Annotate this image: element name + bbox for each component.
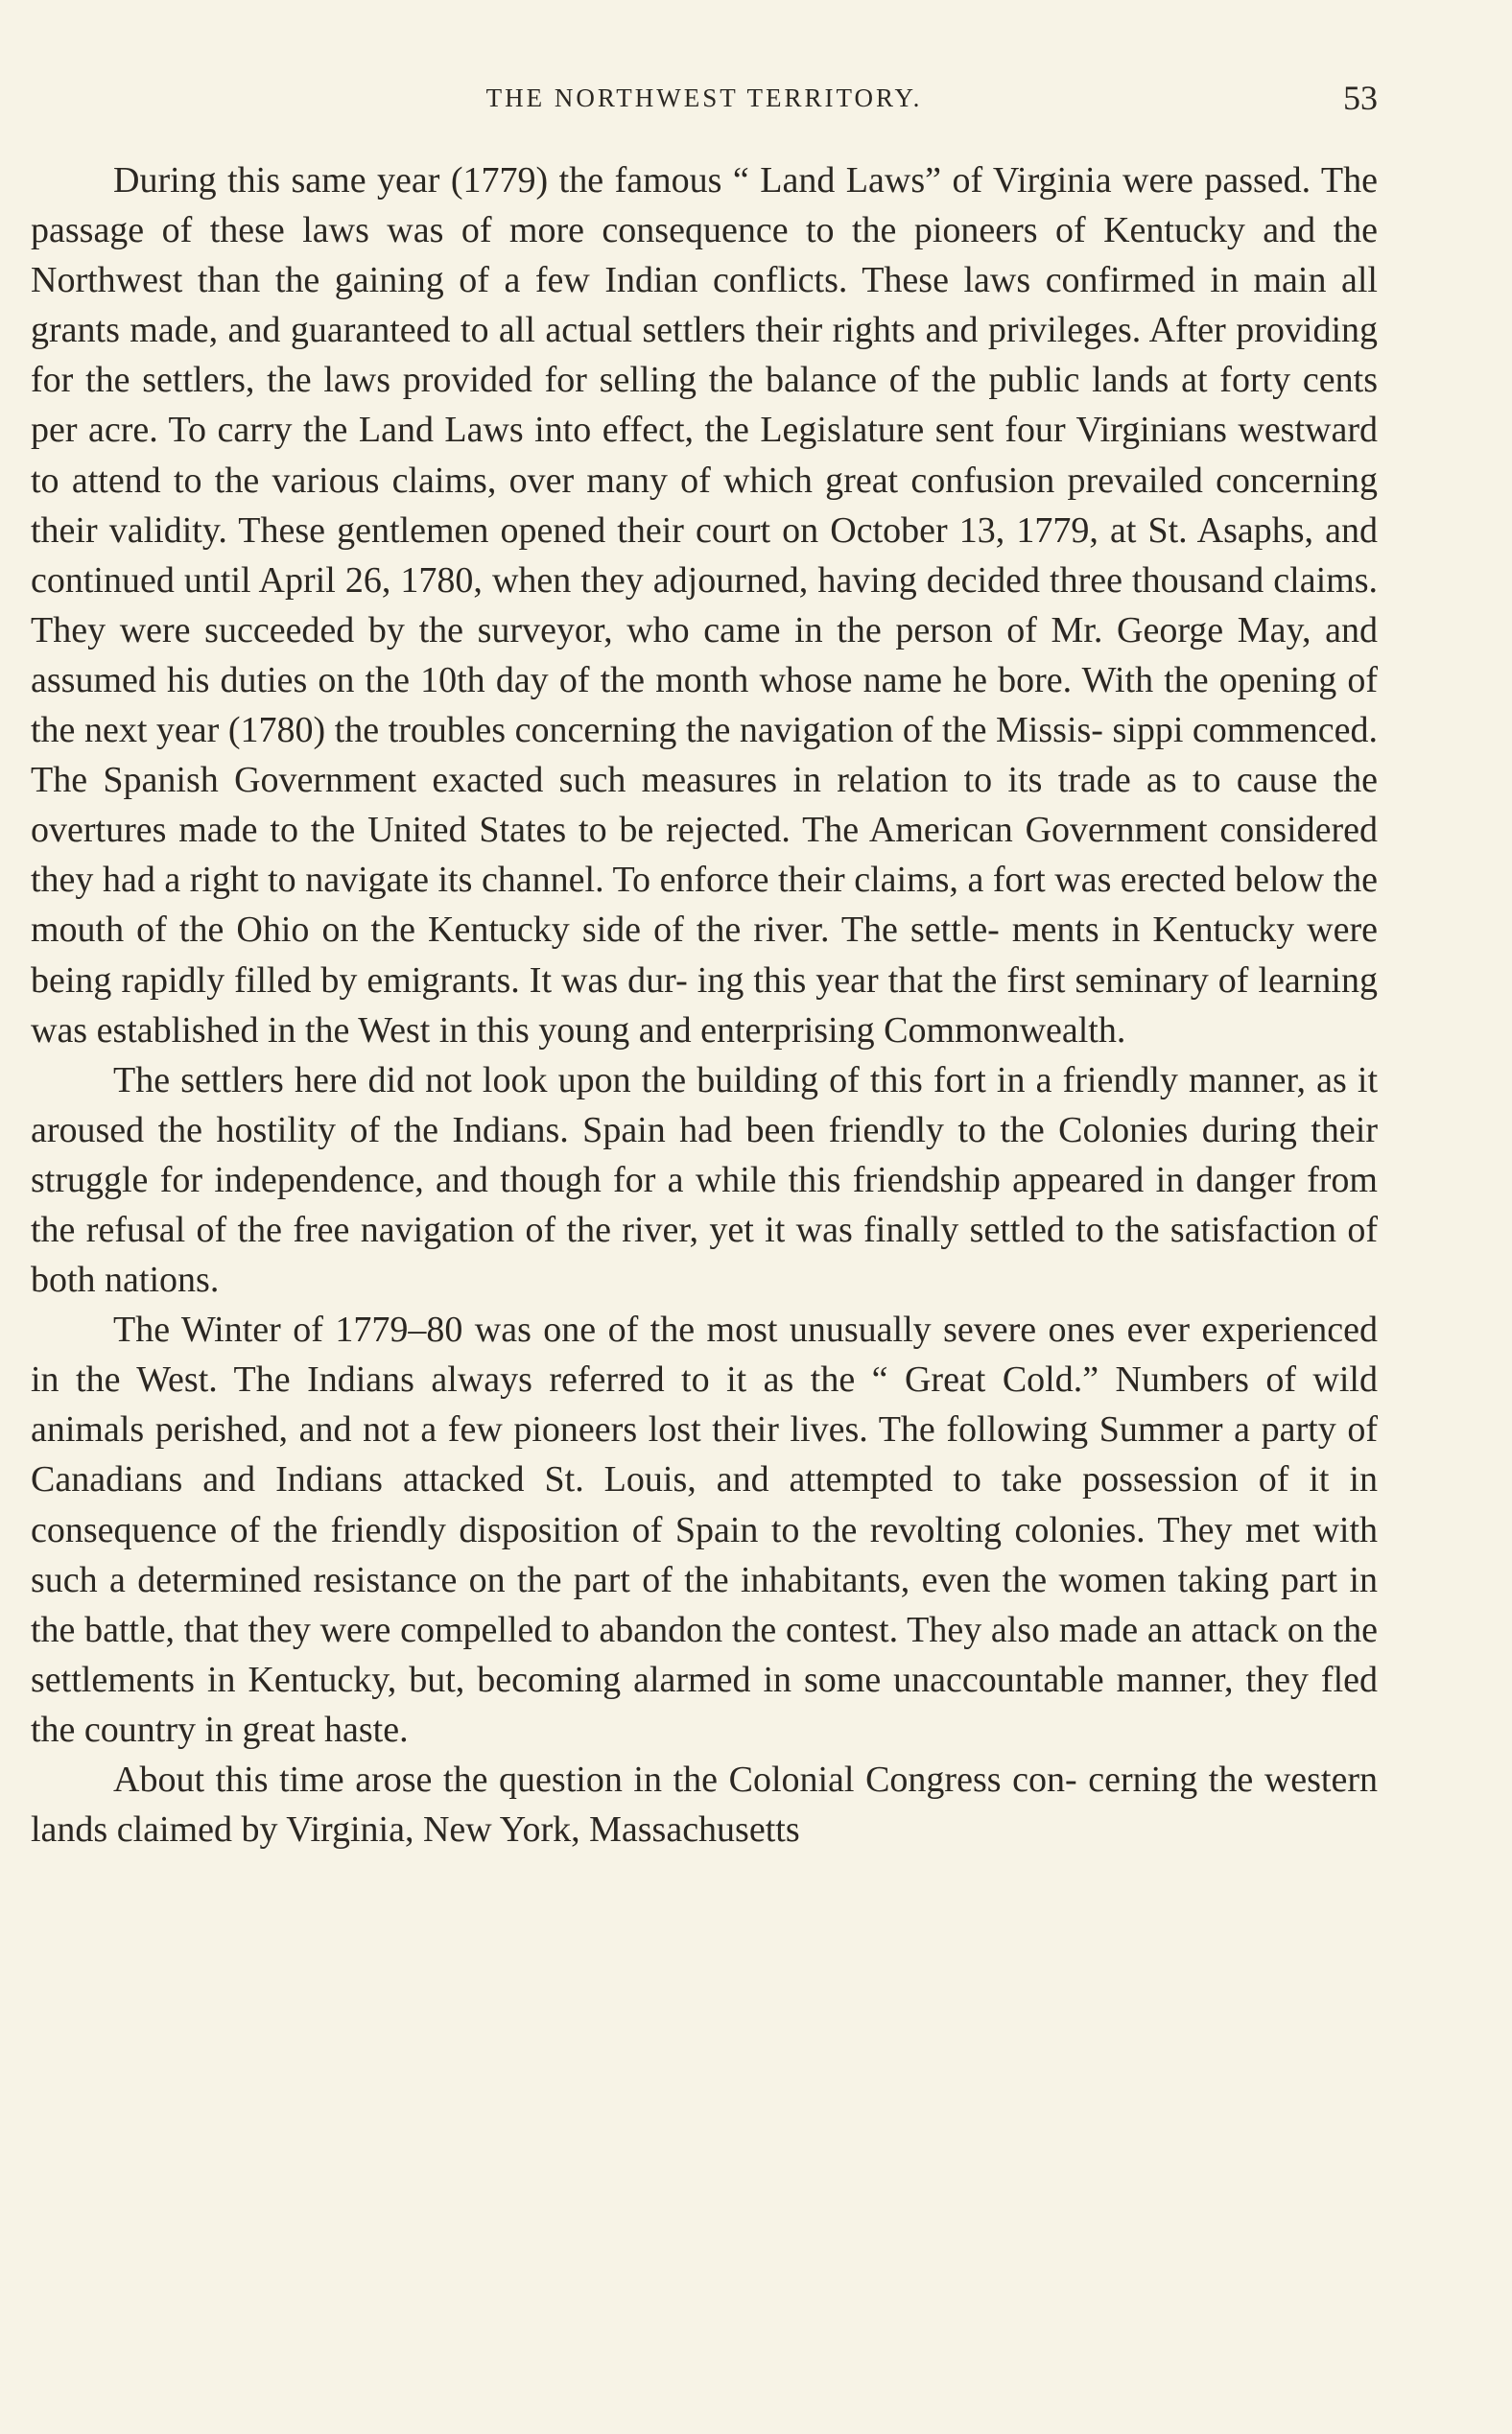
running-title: THE NORTHWEST TERRITORY. <box>485 83 923 112</box>
paragraph: During this same year (1779) the famous “ Land Laws” of Virginia were passed. The passage of these laws was of more consequence to the pioneers of Kentucky and the Northwest than the gaining of a few Indian conflicts. These laws confirmed in main all grants made, and guaranteed to all actual settlers their rights and privileges. After providing for the settlers, the laws provided for selling the balance of the public lands at forty cents per acre. To carry the Land Laws into effect, the Legislature sent four Virginians westward to attend to the various claims, over many of which great confusion prevailed concerning their validity. These gentlemen opened their court on October 13, 1779, at St. Asaphs, and continued until April 26, 1780, when they adjourned, having decided three thousand claims. They were succeeded by the surveyor, who came in the person of Mr. George May, and assumed his duties on the 10th day of the month whose name he bore. With the opening of the next year (1780) the troubles concerning the navigation of the Missis- sippi commenced. The Spanish Government exacted such measures in relation to its trade as to cause the overtures made to the United States to be rejected. The American Government considered they had a right to navigate its channel. To enforce their claims, a fort was erected below the mouth of the Ohio on the Kentucky side of the river. The settle- ments in Kentucky were being rapidly filled by emigrants. It was dur- ing this year that the first seminary of learning was established in the West in this young and enterprising Commonwealth. <box>31 160 1378 1051</box>
paragraph: The settlers here did not look upon the building of this fort in a friendly manner, as it aroused the hostility of the Indians. Spain had been friendly to the Colonies during their struggle for independence, and though for a while this friendship appeared in danger from the refusal of the free navigation of the river, yet it was finally settled to the satisfaction of both nations. <box>31 1059 1378 1301</box>
page-number: 53 <box>1343 79 1378 117</box>
paragraph: About this time arose the question in the Colonial Congress con- cerning the western lands claimed by Virginia, New York, Massachusetts <box>31 1760 1378 1851</box>
paragraph: The Winter of 1779–80 was one of the most unusually severe ones ever experienced in the West. The Indians always referred to it as the “ Great Cold.” Numbers of wild animals perished, and not a few pioneers lost their lives. The following Summer a party of Canadians and Indians attacked St. Louis, and attempted to take possession of it in consequence of the friendly disposition of Spain to the revolting colonies. They met with such a determined resistance on the part of the inhabitants, even the women taking part in the battle, that they were compelled to abandon the contest. They also made an attack on the settlements in Kentucky, but, becoming alarmed in some unaccountable manner, they fled the country in great haste. <box>31 1310 1378 1750</box>
running-head <box>31 77 1378 119</box>
body-text <box>31 155 1378 1855</box>
